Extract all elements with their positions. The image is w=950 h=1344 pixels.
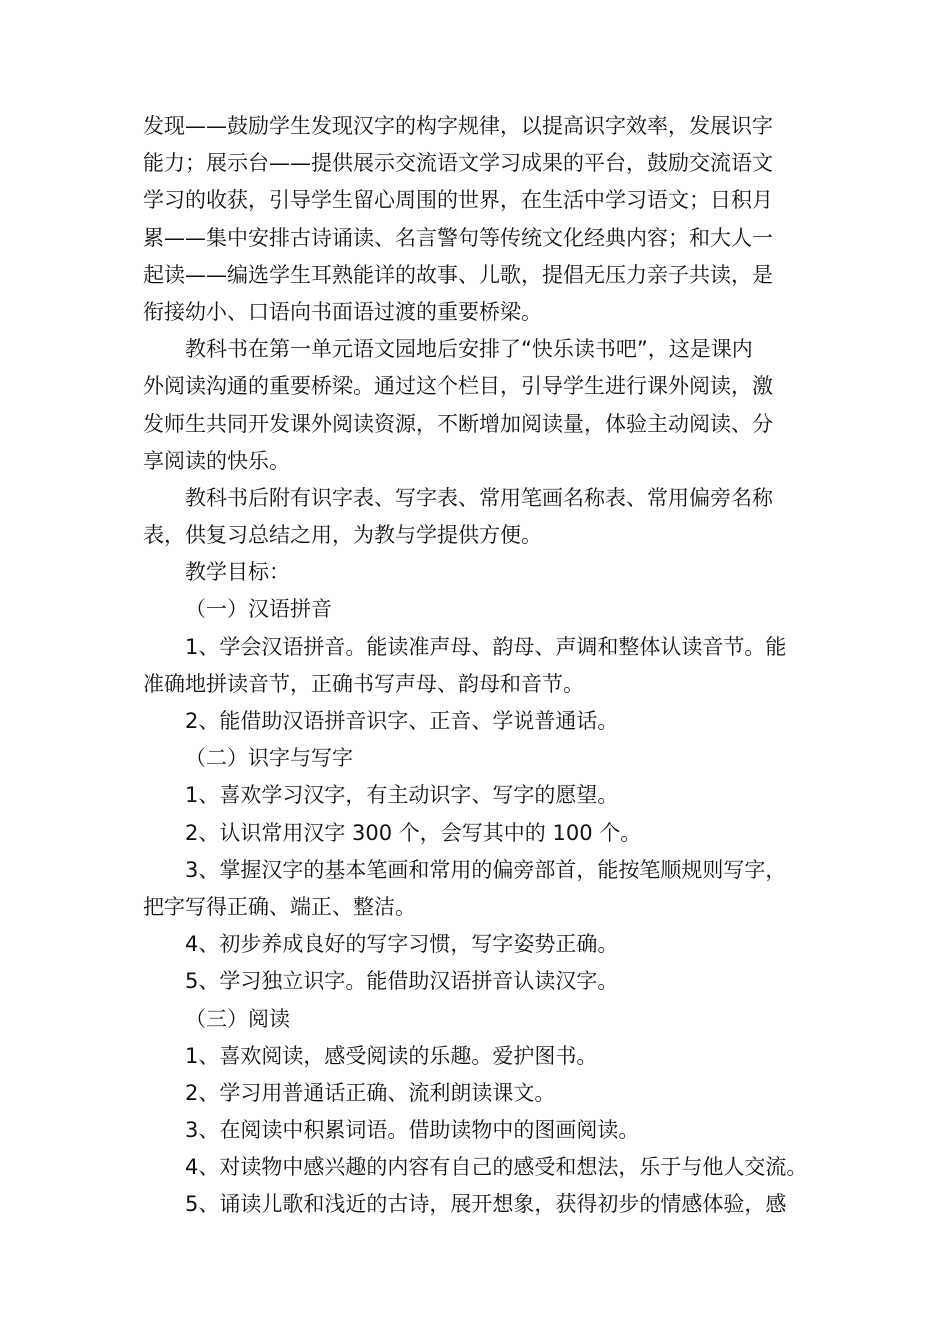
subsection-heading: （一）汉语拼音 — [185, 597, 332, 622]
list-item: 3、在阅读中积累词语。借助读物中的图画阅读。 — [185, 1118, 640, 1143]
paragraph-first-line: 教科书后附有识字表、写字表、常用笔画名称表、常用偏旁名称 — [185, 485, 773, 510]
list-item: 4、初步养成良好的写字习惯，写字姿势正确。 — [185, 932, 619, 957]
text-line: 累——集中安排古诗诵读、名言警句等传统文化经典内容；和大人一 — [143, 225, 773, 250]
list-item: 1、喜欢学习汉字，有主动识字、写字的愿望。 — [185, 783, 619, 808]
text-line: 发现——鼓励学生发现汉字的构字规律，以提高识字效率，发展识字 — [143, 114, 773, 138]
section-heading: 教学目标： — [185, 560, 290, 585]
subsection-heading: （三）阅读 — [185, 1006, 290, 1031]
text-line: 表，供复习总结之用，为教与学提供方便。 — [143, 523, 542, 548]
text-line: 能力；展示台——提供展示交流语文学习成果的平台，鼓励交流语文 — [143, 151, 773, 176]
text-line: 把字写得正确、端正、整洁。 — [143, 894, 416, 919]
list-item: 4、对读物中感兴趣的内容有自己的感受和想法，乐于与他人交流。 — [185, 1155, 808, 1180]
text-line: 起读——编选学生耳熟能详的故事、儿歌，提倡无压力亲子共读，是 — [143, 262, 773, 287]
list-item: 2、能借助汉语拼音识字、正音、学说普通话。 — [185, 709, 619, 733]
text-line: 发师生共同开发课外阅读资源，不断增加阅读量，体验主动阅读、分 — [143, 411, 773, 436]
document-body — [143, 108, 823, 1224]
list-item: 5、诵读儿歌和浅近的古诗，展开想象，获得初步的情感体验，感 — [185, 1192, 787, 1217]
list-item: 1、喜欢阅读，感受阅读的乐趣。爱护图书。 — [185, 1043, 598, 1068]
list-item: 2、认识常用汉字 300 个，会写其中的 100 个。 — [185, 820, 642, 845]
list-item: 2、学习用普通话正确、流利朗读课文。 — [185, 1080, 556, 1105]
text-line: 准确地拼读音节，正确书写声母、韵母和音节。 — [143, 671, 584, 696]
list-item: 3、掌握汉字的基本笔画和常用的偏旁部首，能按笔顺规则写字， — [185, 857, 787, 882]
subsection-heading: （二）识字与写字 — [185, 746, 353, 771]
text-line: 外阅读沟通的重要桥梁。通过这个栏目，引导学生进行课外阅读，激 — [143, 374, 773, 399]
list-item: 5、学习独立识字。能借助汉语拼音认读汉字。 — [185, 969, 619, 994]
text-line: 享阅读的快乐。 — [143, 448, 290, 473]
text-line: 学习的收获，引导学生留心周围的世界，在生活中学习语文；日积月 — [143, 188, 773, 213]
paragraph-first-line: 教科书在第一单元语文园地后安排了“快乐读书吧”，这是课内 — [185, 337, 753, 362]
text-line: 衔接幼小、口语向书面语过渡的重要桥梁。 — [143, 299, 542, 324]
list-item: 1、学会汉语拼音。能读准声母、韵母、声调和整体认读音节。能 — [185, 634, 787, 659]
